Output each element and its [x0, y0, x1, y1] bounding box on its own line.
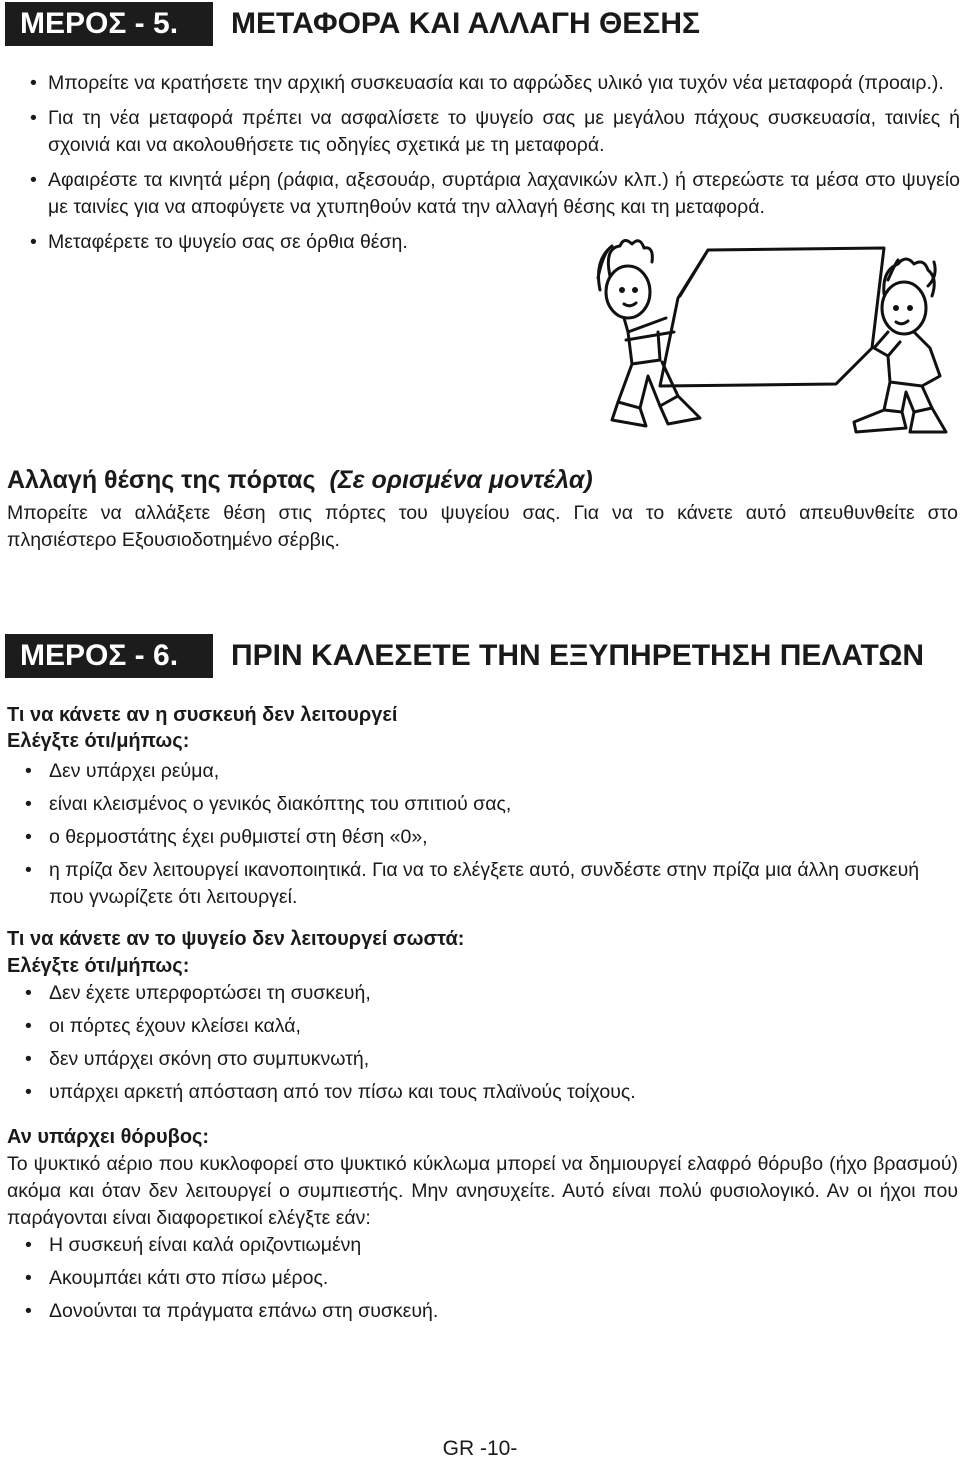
list-item: • η πρίζα δεν λειτουργεί ικανοποιητικά. Για να το ελέγξετε αυτό, συνδέστε στην πρίζα μια άλλη συσκευή που γνωρίζετε ότι λειτουργεί. — [7, 857, 958, 911]
door-heading-title: Αλλαγή θέσης της πόρτας — [7, 466, 316, 494]
list-item: • Για τη νέα μεταφορά πρέπει να ασφαλίσετε το ψυγείο σας με μεγάλου πάχους συσκευασία, ταινίες ή σχοινιά και να ακολουθήσετε τις οδηγίες σχετικά με τη μεταφορά. — [26, 105, 960, 159]
section-5-header — [5, 2, 950, 46]
not-working-heading: Τι να κάνετε αν η συσκευή δεν λειτουργεί — [7, 704, 398, 726]
list-item: • Αφαιρέστε τα κινητά μέρη (ράφια, αξεσουάρ, συρτάρια λαχανικών κλπ.) ή στερεώστε τα μέσα στο ψυγείο με ταινίες για να αποφύγετε να χτυπηθούν κατά την αλλαγή θέσης και τη μεταφορά. — [26, 167, 960, 221]
list-item: • Ακουμπάει κάτι στο πίσω μέρος. — [7, 1265, 958, 1292]
list-item: • υπάρχει αρκετή απόσταση από τον πίσω και τους πλαϊνούς τοίχους. — [7, 1079, 958, 1106]
list-item: • οι πόρτες έχουν κλείσει καλά, — [7, 1013, 958, 1040]
door-text: Μπορείτε να αλλάξετε θέση στις πόρτες του ψυγείου σας. Για να το κάνετε αυτό απευθυνθείτε στο πλησιέστερο Εξουσιοδοτημένο σέρβις. — [7, 502, 958, 551]
list-item: • Δονούνται τα πράγματα επάνω στη συσκευή. — [7, 1298, 958, 1325]
list-item: • Η συσκευή είναι καλά οριζοντιωμένη — [7, 1232, 958, 1259]
not-properly-list — [7, 980, 958, 1112]
list-item: • είναι κλεισμένος ο γενικός διακόπτης του σπιτιού σας, — [7, 791, 958, 818]
section-6-label: ΜΕΡΟΣ - 6. — [5, 634, 213, 678]
noise-text: Το ψυκτικό αέριο που κυκλοφορεί στο ψυκτικό κύκλωμα μπορεί να δημιουργεί ελαφρό θόρυβο (ήχο βρασμού) ακόμα και όταν δεν λειτουργεί ο συμπιεστής. Μην ανησυχείτε. Αυτό είναι πολύ φυσιολογικό. Αν οι ήχοι που παράγονται είναι διαφορετικοί ελέγξτε εάν: — [7, 1153, 958, 1229]
noise-heading: Αν υπάρχει θόρυβος: — [7, 1126, 210, 1148]
not-working-check: Ελέγξτε ότι/μήπως: — [7, 730, 190, 752]
door-heading — [7, 466, 593, 495]
noise-list — [7, 1232, 958, 1331]
list-item: • ο θερμοστάτης έχει ρυθμιστεί στη θέση «0», — [7, 824, 958, 851]
page-number: GR -10- — [442, 1437, 518, 1460]
section-5-title: ΜΕΤΑΦΟΡΑ ΚΑΙ ΑΛΛΑΓΗ ΘΕΣΗΣ — [231, 7, 700, 40]
door-heading-note: (Σε ορισμένα μοντέλα) — [329, 466, 593, 494]
transport-bullet-list — [26, 70, 960, 264]
section-5-label: ΜΕΡΟΣ - 5. — [5, 2, 213, 46]
list-item: • δεν υπάρχει σκόνη στο συμπυκνωτή, — [7, 1046, 958, 1073]
list-item: • Μεταφέρετε το ψυγείο σας σε όρθια θέση. — [26, 229, 508, 256]
list-item: • Μπορείτε να κρατήσετε την αρχική συσκευασία και το αφρώδες υλικό για τυχόν νέα μεταφορά (προαιρ.). — [26, 70, 960, 97]
list-item: • Δεν υπάρχει ρεύμα, — [7, 758, 958, 785]
section-6-title: ΠΡΙΝ ΚΑΛΕΣΕΤΕ ΤΗΝ ΕΞΥΠΗΡΕΤΗΣΗ ΠΕΛΑΤΩΝ — [231, 639, 925, 672]
carrying-fridge-illustration — [588, 236, 950, 442]
not-properly-check: Ελέγξτε ότι/μήπως: — [7, 955, 190, 977]
list-item: • Δεν έχετε υπερφορτώσει τη συσκευή, — [7, 980, 958, 1007]
not-properly-heading: Τι να κάνετε αν το ψυγείο δεν λειτουργεί σωστά: — [7, 928, 465, 950]
not-working-list — [7, 758, 958, 917]
section-6-header — [5, 634, 950, 678]
